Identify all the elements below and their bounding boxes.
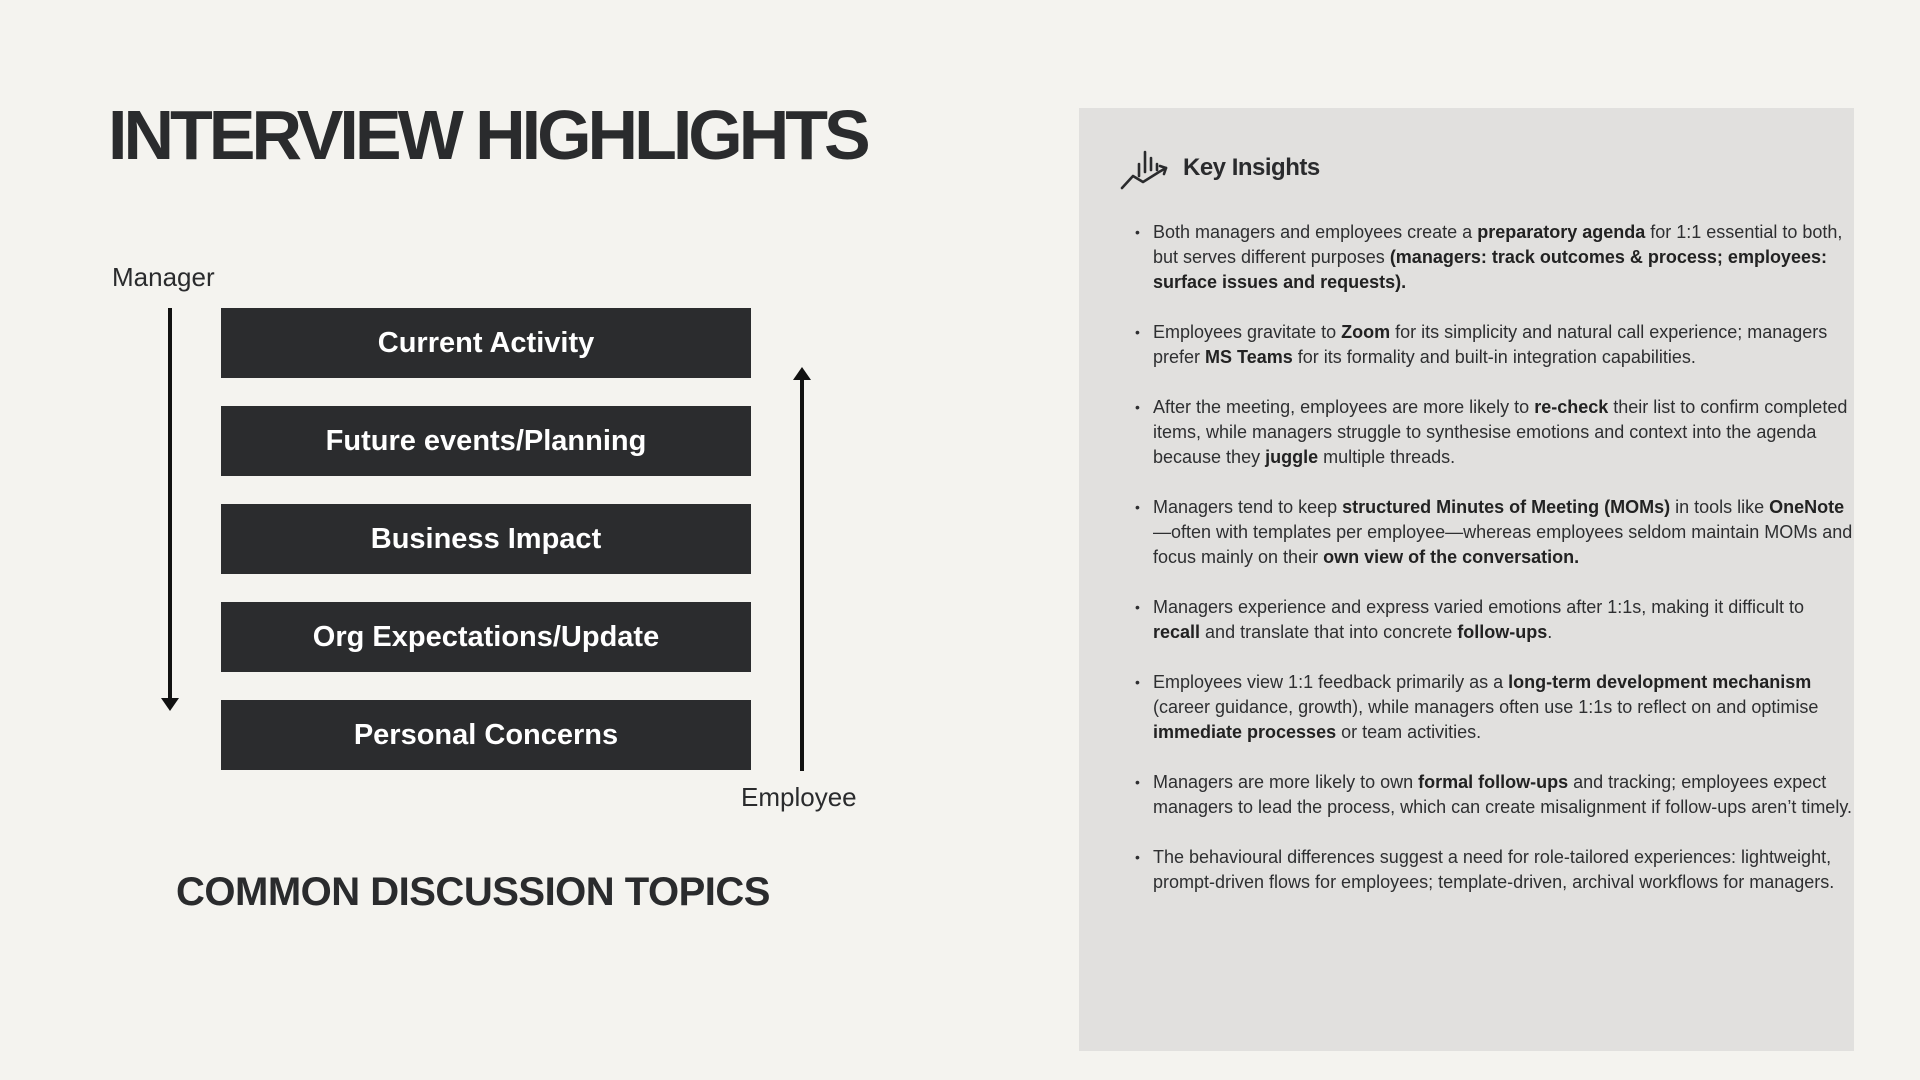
up-arrow-line — [800, 378, 804, 771]
insight-emphasis: (managers: track outcomes & process; employees: surface issues and requests). — [1153, 247, 1827, 292]
insight-emphasis: recall — [1153, 622, 1201, 642]
insight-text: —often with templates per employee—whereas employees seldom maintain MOMs and focus mainly on their — [1153, 522, 1853, 567]
insight-text: for its formality and built-in integration capabilities. — [1292, 347, 1696, 367]
insight-emphasis: structured Minutes of Meeting (MOMs) — [1342, 497, 1671, 517]
section-subtitle: COMMON DISCUSSION TOPICS — [176, 870, 770, 914]
insight-item — [1153, 845, 1853, 895]
insight-text: The behavioural differences suggest a need for role-tailored experiences: lightweight, prompt-driven flows for employees; template-driven, archival workflows for managers. — [1153, 847, 1835, 892]
insight-emphasis: own view of the conversation. — [1323, 547, 1580, 567]
insight-text: After the meeting, employees are more likely to — [1153, 397, 1535, 417]
insight-text: Both managers and employees create a — [1153, 222, 1478, 242]
insight-emphasis: Zoom — [1341, 322, 1391, 342]
topic-org-expectations: Org Expectations/Update — [221, 602, 751, 672]
insight-text: Managers are more likely to own — [1153, 772, 1419, 792]
page-title: INTERVIEW HIGHLIGHTS — [108, 96, 867, 174]
insights-list — [1133, 220, 1853, 920]
insight-item — [1153, 495, 1853, 570]
employee-label: Employee — [741, 782, 857, 812]
manager-label: Manager — [112, 262, 215, 292]
insight-item — [1153, 770, 1853, 820]
insights-title: Key Insights — [1183, 154, 1320, 181]
topic-personal-concerns: Personal Concerns — [221, 700, 751, 770]
insight-item — [1153, 595, 1853, 645]
insight-emphasis: preparatory agenda — [1477, 222, 1646, 242]
insight-text: Employees gravitate to — [1153, 322, 1342, 342]
insight-text: Managers experience and express varied emotions after 1:1s, making it difficult to — [1153, 597, 1805, 617]
topic-business-impact: Business Impact — [221, 504, 751, 574]
insight-text: Managers tend to keep — [1153, 497, 1343, 517]
insight-emphasis: re-check — [1534, 397, 1609, 417]
arrow-down-icon — [161, 698, 179, 711]
key-insights-panel — [1079, 108, 1854, 1051]
insight-item — [1153, 670, 1853, 745]
insights-header — [1119, 144, 1320, 192]
insight-item — [1153, 320, 1853, 370]
insight-text: . — [1547, 622, 1553, 642]
insight-text: their list to confirm completed items, while managers struggle to synthesise emotions and context into the agenda because they — [1153, 397, 1848, 467]
insight-text: (career guidance, growth), while managers often use 1:1s to reflect on and optimise — [1153, 697, 1819, 717]
insight-text: for 1:1 essential to both, but serves different purposes — [1153, 222, 1843, 267]
topic-future-planning: Future events/Planning — [221, 406, 751, 476]
insight-text: in tools like — [1670, 497, 1770, 517]
insight-text: for its simplicity and natural call experience; managers prefer — [1153, 322, 1828, 367]
trend-chart-icon — [1119, 144, 1171, 192]
insight-emphasis: immediate processes — [1153, 722, 1337, 742]
insight-emphasis: OneNote — [1769, 497, 1845, 517]
insight-emphasis: long-term development mechanism — [1508, 672, 1812, 692]
insight-emphasis: juggle — [1265, 447, 1319, 467]
insight-emphasis: follow-ups — [1457, 622, 1548, 642]
insight-text: Employees view 1:1 feedback primarily as a — [1153, 672, 1509, 692]
down-arrow-line — [168, 308, 172, 700]
insight-emphasis: formal follow-ups — [1418, 772, 1569, 792]
insight-text: and translate that into concrete — [1200, 622, 1458, 642]
insight-item — [1153, 220, 1853, 295]
insight-text: and tracking; employees expect managers to lead the process, which can create misalignment if follow-ups aren’t timely. — [1153, 772, 1852, 817]
insight-item — [1153, 395, 1853, 470]
insight-text: or team activities. — [1336, 722, 1482, 742]
topic-current-activity: Current Activity — [221, 308, 751, 378]
arrow-up-icon — [793, 367, 811, 380]
insight-text: multiple threads. — [1318, 447, 1456, 467]
insight-emphasis: MS Teams — [1205, 347, 1293, 367]
